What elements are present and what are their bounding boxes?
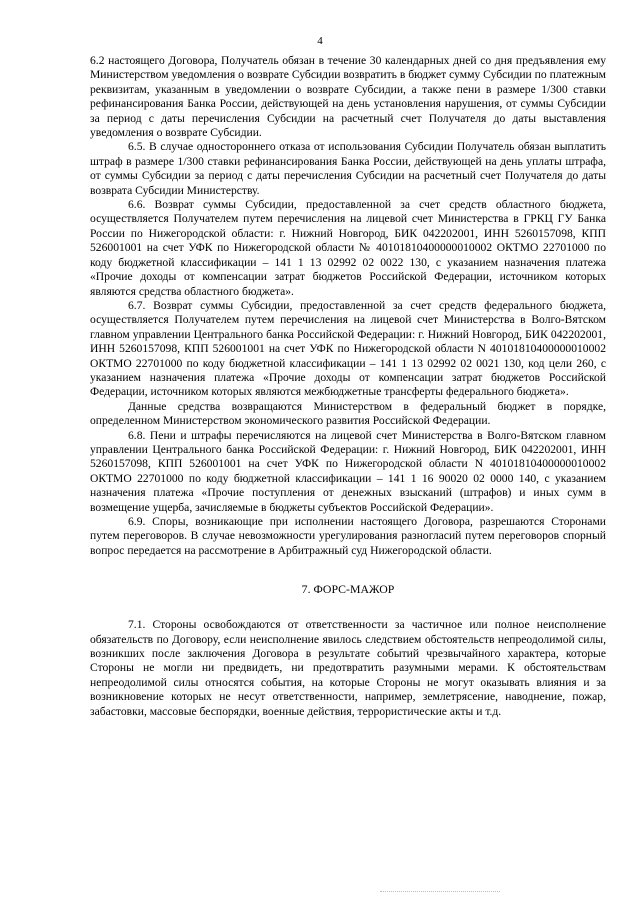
scan-artifact-line bbox=[380, 891, 500, 893]
paragraph-6-8: 6.8. Пени и штрафы перечисляются на лицевой счет Министерства в Волго-Вятском главном управлении Центрального банка Российской Федерации: г. Нижний Новгород, БИК 042202001, ИНН 5260157098, КПП 526001001 на счет УФК по Нижегородской области N 40101810400000010002 ОКТМО 22701000 по коду бюджетной классификации – 141 1 16 90020 02 0000 140, с указанием назначения платежа «Прочие поступления от денежных взысканий (штрафов) и иных сумм в возмещение ущерба, зачисляемые в бюджеты субъектов Российской Федерации». bbox=[90, 428, 606, 514]
paragraph-6-6: 6.6. Возврат суммы Субсидии, предоставленной за счет средств областного бюджета, осуществляется Получателем путем перечисления на лицевой счет Министерства в ГРКЦ ГУ Банка России по Нижегородской области: г. Нижний Новгород, БИК 042202001, ИНН 5260157098, КПП 526001001 на счет УФК по Нижегородской области № 40101810400000010002 ОКТМО 22701000 по коду бюджетной классификации – 141 1 13 02992 02 0022 130, с указанием назначения платежа «Прочие доходы от компенсации затрат бюджетов Российской Федерации, источником которых являются средства областного бюджета». bbox=[90, 198, 606, 298]
paragraph-6-7: 6.7. Возврат суммы Субсидии, предоставленной за счет средств федерального бюджета, осуществляется Получателем путем перечисления на лицевой счет Министерства в Волго-Вятском главном управлении Центрального банка Российской Федерации: г. Нижний Новгород, БИК 042202001, ИНН 5260157098, КПП 526001001 на счет УФК по Нижегородской области N 40101810400000010002 ОКТМО 22701000 по коду бюджетной классификации – 141 1 13 02992 02 0021 130, код цели 260, с указанием назначения платежа «Прочие доходы от компенсации затрат бюджетов Российской Федерации, источником которых являются межбюджетные трансферты федерального бюджета». bbox=[90, 298, 606, 399]
paragraph-6-9: 6.9. Споры, возникающие при исполнении настоящего Договора, разрешаются Сторонами путем переговоров. В случае невозможности урегулирования разногласий путем переговоров спорный вопрос передается на рассмотрение в Арбитражный суд Нижегородской области. bbox=[90, 515, 606, 557]
paragraph-6-5: 6.5. В случае одностороннего отказа от использования Субсидии Получатель обязан выплатить штраф в размере 1/300 ставки рефинансирования Банка России, действующей на день уплаты штрафа, от суммы Субсидии за период с даты перечисления Субсидии на расчетный счет Получателя до даты возврата Субсидии Министерству. bbox=[90, 140, 606, 197]
paragraph-7-1: 7.1. Стороны освобождаются от ответственности за частичное или полное неисполнение обязательств по Договору, если неисполнение явилось следствием обстоятельств непреодолимой силы, возникших после заключения Договора в результате событий чрезвычайного характера, которые Стороны не могли ни предвидеть, ни предотвратить разумными мерами. К обстоятельствам непреодолимой силы относятся события, на которые Стороны не могут оказывать влияния и за возникновение которых не несут ответственности, например, землетрясение, наводнение, пожар, забастовки, массовые беспорядки, военные действия, террористические акты и т.д. bbox=[90, 618, 606, 718]
document-body bbox=[90, 54, 606, 719]
section-heading-force-majeure: 7. ФОРС-МАЖОР bbox=[301, 582, 395, 597]
paragraph-6-7-note: Данные средства возвращаются Министерством в федеральный бюджет в порядке, определенном Министерством экономического развития Российской Федерации. bbox=[90, 399, 606, 428]
page-number: 4 bbox=[317, 35, 323, 47]
paragraph-6-4-continued: 6.2 настоящего Договора, Получатель обязан в течение 30 календарных дней со дня предъявления ему Министерством уведомления о возврате Субсидии возвратить в бюджет сумму Субсидии по платежным реквизитам, указанным в уведомлении о возврате Субсидии, а также пени в размере 1/300 ставки рефинансирования Банка России, действующей на день установления нарушения, от суммы Субсидии за период с даты перечисления Субсидии на расчетный счет Получателя до даты выставления уведомления о возврате Субсидии. bbox=[90, 54, 606, 140]
